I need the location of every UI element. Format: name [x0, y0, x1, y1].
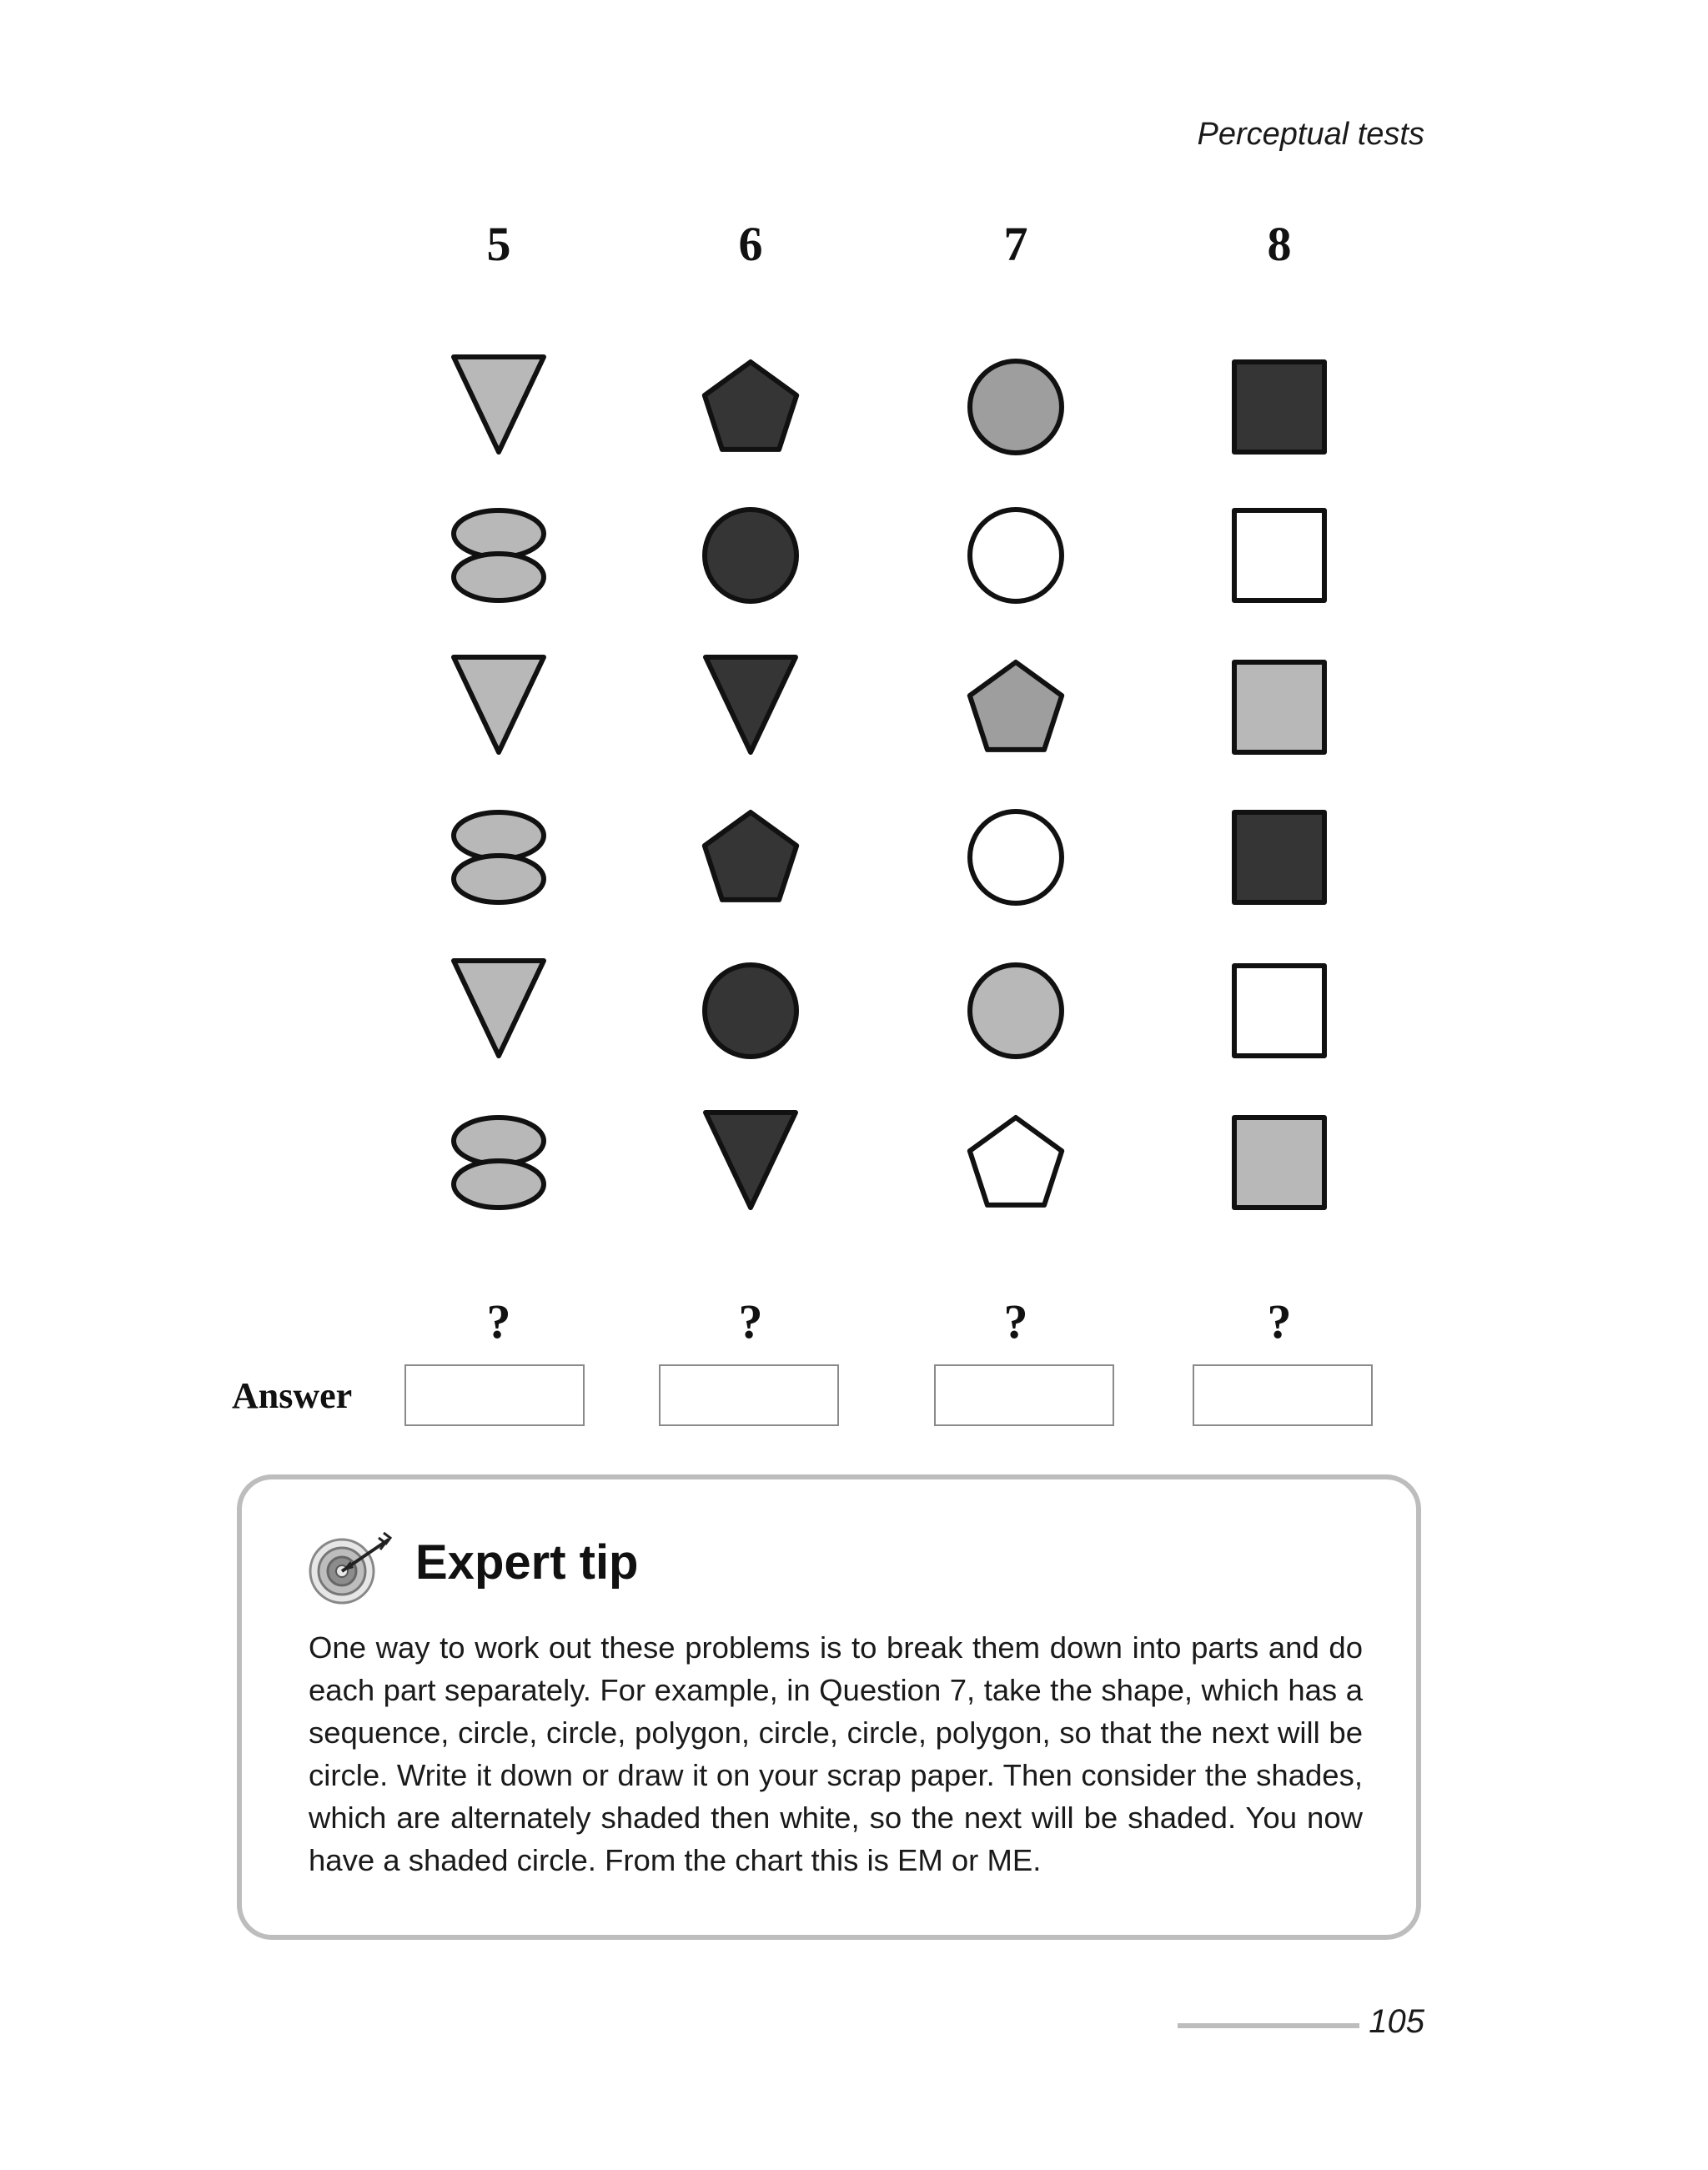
shape-triangle-down-dark [706, 1113, 796, 1208]
missing-shape-prompt-8: ? [1267, 1294, 1292, 1349]
shape-pentagon-dark [705, 362, 796, 450]
folio-rule [1178, 2023, 1359, 2028]
shape-pentagon-white [970, 1118, 1062, 1205]
ellipse-bottom [454, 554, 544, 600]
missing-shape-prompt-5: ? [486, 1294, 511, 1349]
shape-circle-dark [705, 965, 796, 1057]
shape-pentagon-dark [705, 812, 796, 900]
ellipse-top [454, 510, 544, 557]
expert-tip-panel [237, 1474, 1421, 1940]
shape-double-ellipse-light [454, 812, 544, 902]
tip-body: One way to work out these problems is to break them down into parts and do each part separately. For example, in Question 7, take the shape, which has a sequence, circle, circle, polygon, circle, circle, polygon, so that the next will be circle. Write it down or draw it on your scrap paper. Then consider the shades, which are alternately shaded then white, so the next will be shaded. You now have a shaded circle. From the chart this is EM or ME. [309, 1630, 1363, 1877]
shape-triangle-down-light [454, 961, 544, 1056]
shape-double-ellipse-light [454, 1118, 544, 1208]
shape-square-dark [1234, 812, 1324, 902]
shape-triangle-down-light [454, 657, 544, 752]
answer-box-7[interactable] [934, 1364, 1114, 1426]
missing-shape-prompt-6: ? [738, 1294, 763, 1349]
shape-circle-mid [970, 361, 1062, 453]
answer-box-5[interactable] [404, 1364, 585, 1426]
shape-square-light [1234, 662, 1324, 752]
answer-box-8[interactable] [1193, 1364, 1373, 1426]
shape-square-white [1234, 966, 1324, 1056]
shape-triangle-down-light [454, 357, 544, 452]
question-number-8: 8 [1267, 217, 1292, 271]
shape-circle-dark [705, 510, 796, 601]
question-number-6: 6 [738, 217, 763, 271]
shape-triangle-down-dark [706, 657, 796, 752]
page-number: 105 [1369, 2003, 1424, 2040]
answer-label: Answer [232, 1375, 353, 1416]
running-head: Perceptual tests [1197, 117, 1424, 152]
shape-square-white [1234, 510, 1324, 600]
tip-title: Expert tip [415, 1535, 639, 1590]
shape-circle-light [970, 965, 1062, 1057]
missing-shape-prompt-7: ? [1003, 1294, 1028, 1349]
ellipse-bottom [454, 1161, 544, 1208]
ellipse-top [454, 812, 544, 859]
shape-square-dark [1234, 362, 1324, 452]
shape-square-light [1234, 1118, 1324, 1208]
shape-pentagon-mid [970, 662, 1062, 750]
target-arrow-icon [309, 1526, 400, 1610]
question-number-5: 5 [486, 217, 511, 271]
answer-box-6[interactable] [659, 1364, 839, 1426]
question-number-7: 7 [1003, 217, 1028, 271]
shape-double-ellipse-light [454, 510, 544, 600]
ellipse-top [454, 1118, 544, 1164]
shape-circle-white [970, 811, 1062, 903]
ellipse-bottom [454, 856, 544, 902]
shape-circle-white [970, 510, 1062, 601]
